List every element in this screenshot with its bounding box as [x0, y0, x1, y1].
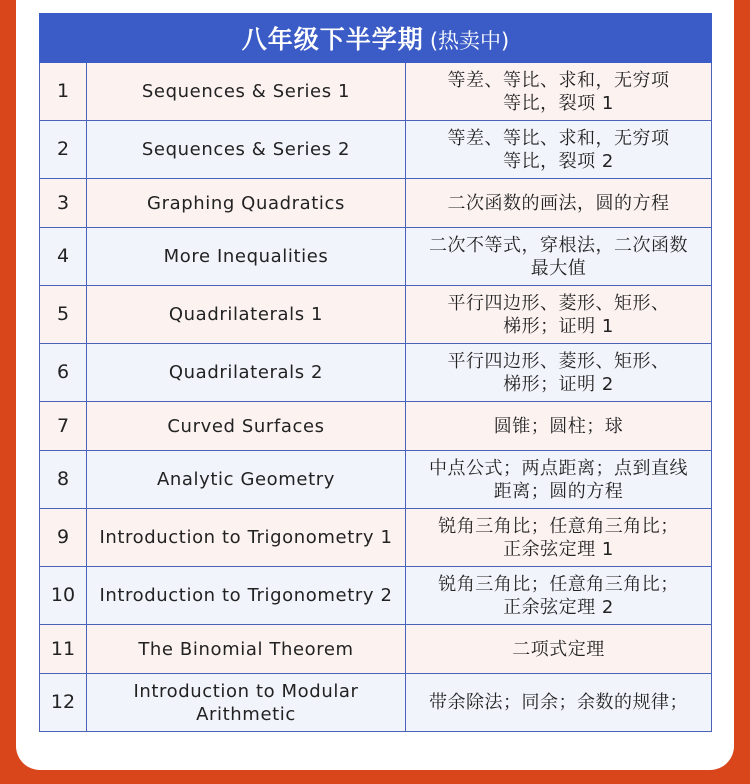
- lesson-description: [406, 567, 712, 625]
- table-row: [40, 179, 712, 228]
- lesson-number: 1: [40, 63, 87, 121]
- lesson-topic: Introduction to Trigonometry 1: [87, 509, 406, 567]
- lesson-description: [406, 625, 712, 674]
- description-line: 距离；圆的方程: [493, 480, 624, 502]
- description-line: 二次不等式，穿根法，二次函数: [429, 234, 688, 256]
- lesson-number: 6: [40, 344, 87, 402]
- table-header: [40, 14, 712, 63]
- description-line: 等比，裂项 1: [503, 92, 614, 114]
- table-row: [40, 402, 712, 451]
- lesson-number: 7: [40, 402, 87, 451]
- lesson-number: 11: [40, 625, 87, 674]
- lesson-topic: Introduction to Modular Arithmetic: [87, 674, 406, 732]
- description-line: 平行四边形、菱形、矩形、: [447, 350, 670, 372]
- description-line: 中点公式；两点距离；点到直线: [429, 457, 688, 479]
- lesson-topic: Introduction to Trigonometry 2: [87, 567, 406, 625]
- table-row: [40, 625, 712, 674]
- lesson-topic: Quadrilaterals 2: [87, 344, 406, 402]
- lesson-description: [406, 402, 712, 451]
- lesson-topic: Quadrilaterals 1: [87, 286, 406, 344]
- table-row: [40, 286, 712, 344]
- table-row: [40, 228, 712, 286]
- lesson-number: 9: [40, 509, 87, 567]
- lesson-description: [406, 286, 712, 344]
- lesson-description: [406, 451, 712, 509]
- lesson-topic: More Inequalities: [87, 228, 406, 286]
- description-line: 圆锥；圆柱；球: [493, 415, 624, 437]
- table-row: [40, 451, 712, 509]
- lesson-description: [406, 179, 712, 228]
- table-row: [40, 344, 712, 402]
- lesson-description: [406, 509, 712, 567]
- lesson-topic: Graphing Quadratics: [87, 179, 406, 228]
- schedule-body: [40, 63, 712, 732]
- description-line: 等差、等比、求和，无穷项: [447, 127, 670, 149]
- table-row: [40, 674, 712, 732]
- table-row: [40, 121, 712, 179]
- lesson-number: 8: [40, 451, 87, 509]
- lesson-number: 4: [40, 228, 87, 286]
- lesson-topic: Sequences & Series 1: [87, 63, 406, 121]
- lesson-number: 12: [40, 674, 87, 732]
- description-line: 等比，裂项 2: [503, 150, 614, 172]
- description-line: 梯形；证明 2: [503, 373, 614, 395]
- description-line: 二次函数的画法，圆的方程: [447, 192, 670, 214]
- description-line: 平行四边形、菱形、矩形、: [447, 292, 670, 314]
- semester-title: 八年级下半学期: [241, 25, 424, 54]
- table-row: [40, 567, 712, 625]
- description-line: 梯形；证明 1: [503, 315, 614, 337]
- lesson-number: 5: [40, 286, 87, 344]
- lesson-topic: Sequences & Series 2: [87, 121, 406, 179]
- lesson-number: 10: [40, 567, 87, 625]
- description-line: 二项式定理: [512, 638, 605, 660]
- course-schedule-table: [39, 13, 712, 732]
- lesson-number: 2: [40, 121, 87, 179]
- table-row: [40, 509, 712, 567]
- lesson-description: [406, 228, 712, 286]
- description-line: 锐角三角比；任意角三角比；: [438, 573, 679, 595]
- table-row: [40, 63, 712, 121]
- description-line: 正余弦定理 1: [503, 538, 614, 560]
- lesson-description: [406, 344, 712, 402]
- description-line: 等差、等比、求和，无穷项: [447, 69, 670, 91]
- lesson-topic: Analytic Geometry: [87, 451, 406, 509]
- description-line: 带余除法；同余；余数的规律；: [429, 692, 688, 713]
- sale-status-label: (热卖中): [429, 29, 510, 53]
- lesson-topic: The Binomial Theorem: [87, 625, 406, 674]
- description-line: 正余弦定理 2: [503, 596, 614, 618]
- lesson-description: [406, 63, 712, 121]
- lesson-description: [406, 674, 712, 732]
- lesson-number: 3: [40, 179, 87, 228]
- lesson-topic: Curved Surfaces: [87, 402, 406, 451]
- description-line: 锐角三角比；任意角三角比；: [438, 515, 679, 537]
- lesson-description: [406, 121, 712, 179]
- description-line: 最大值: [530, 257, 587, 279]
